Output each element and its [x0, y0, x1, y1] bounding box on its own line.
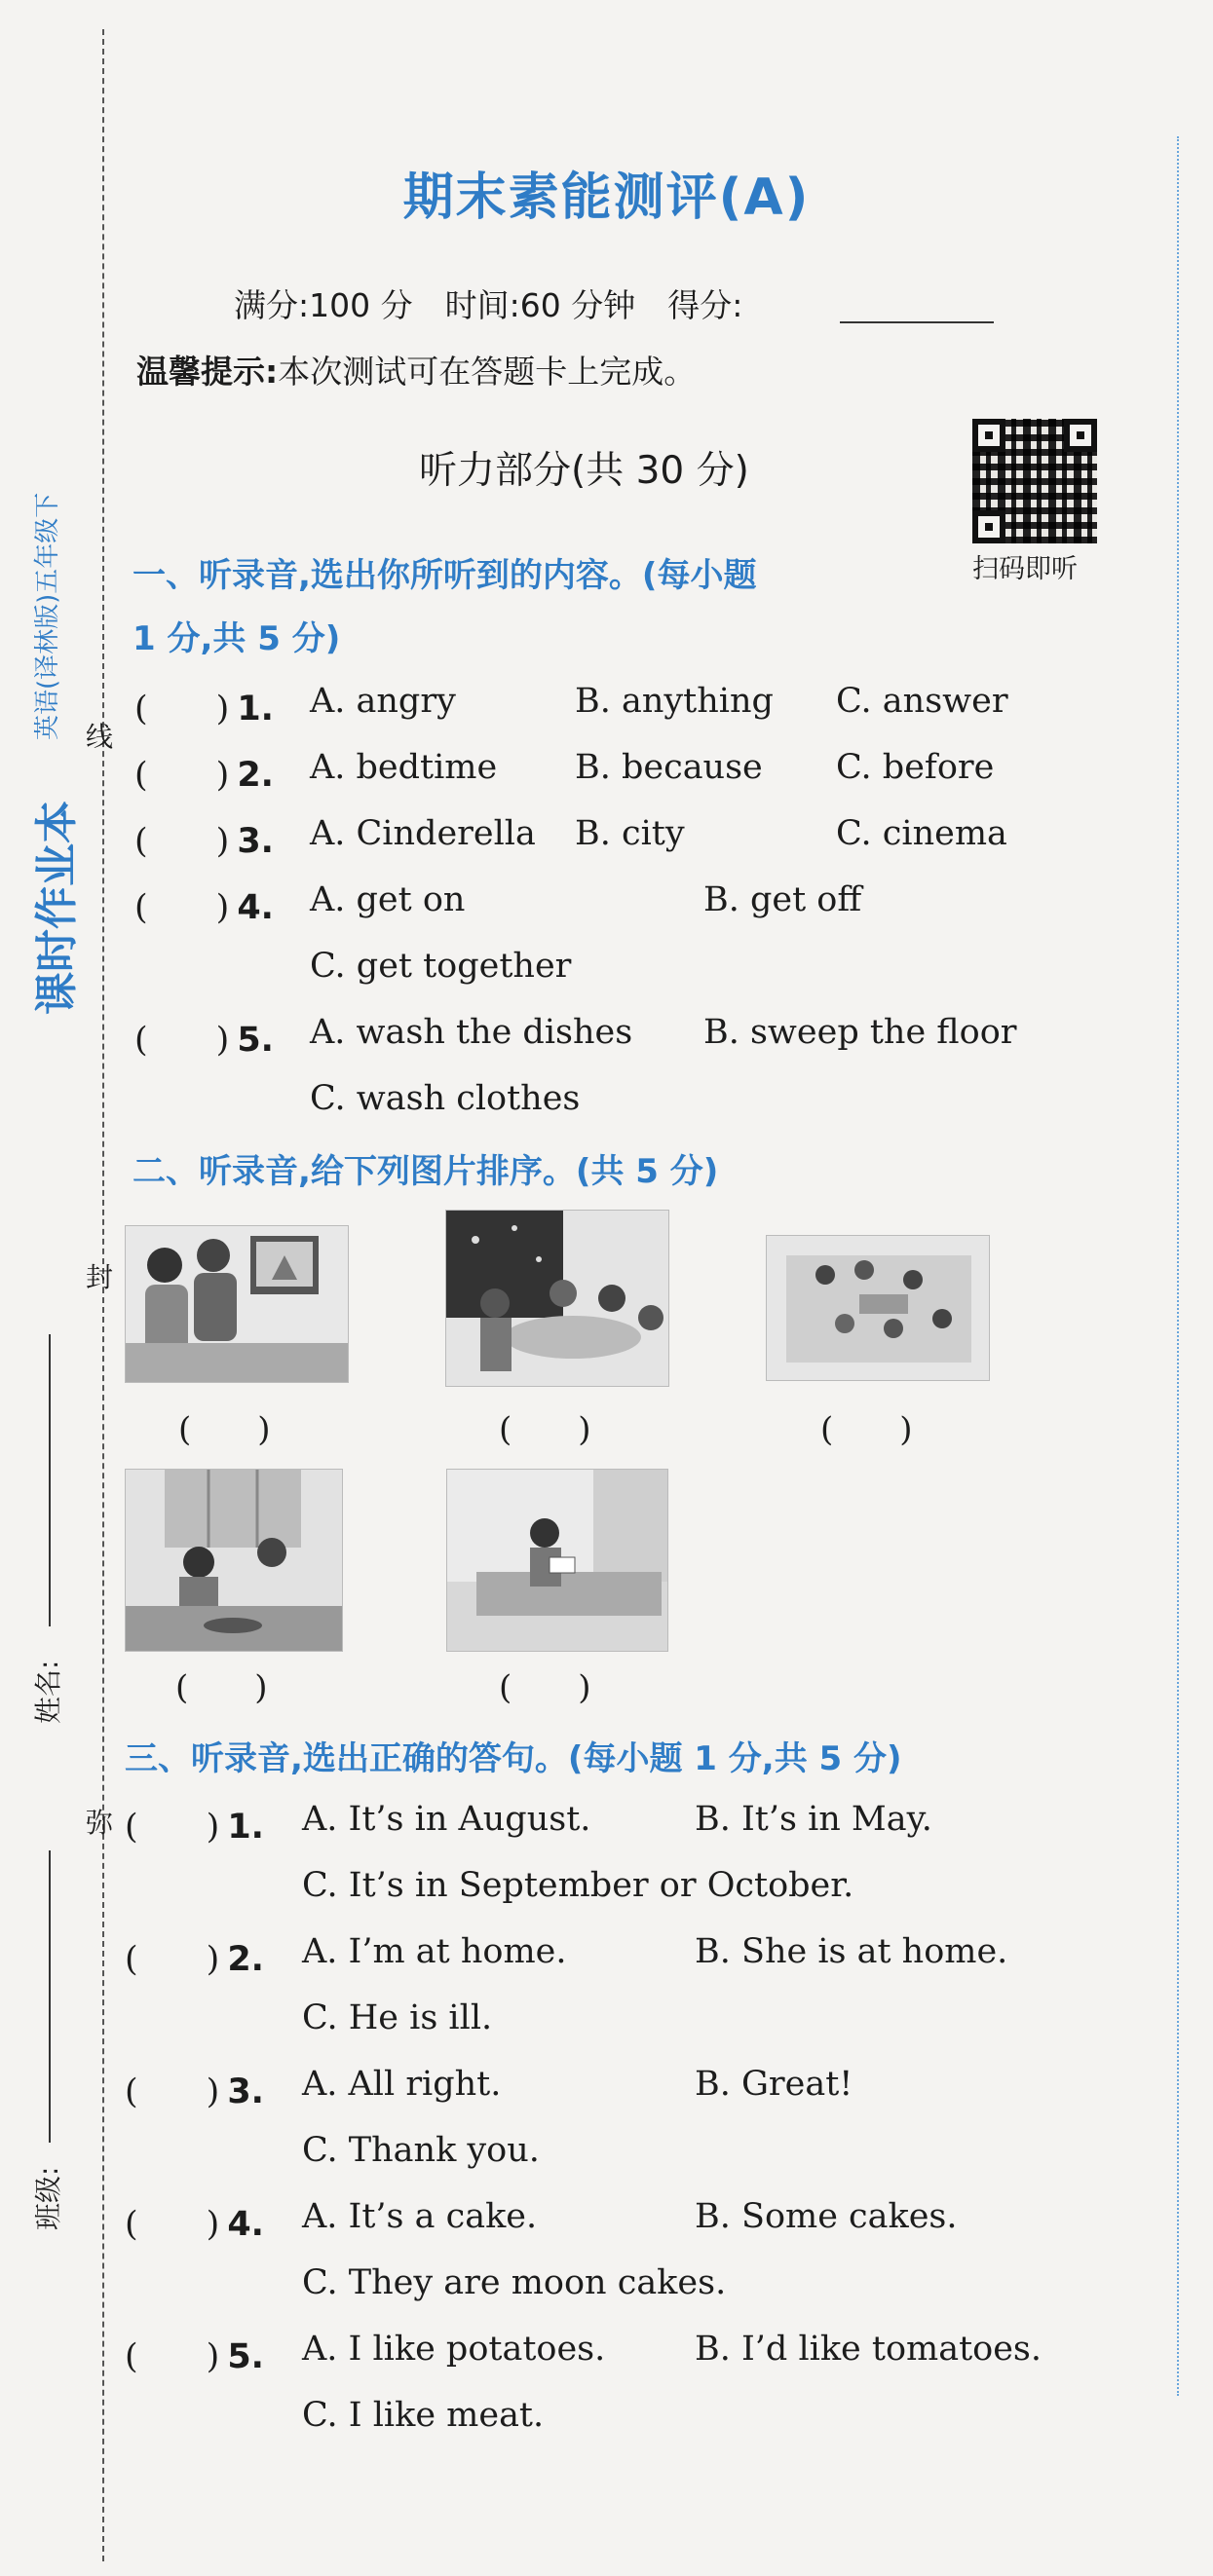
picture4-answer[interactable]: ( ) [175, 1668, 268, 1707]
tip-text: 本次测试可在答题卡上完成。 [278, 353, 697, 391]
option-c: C. I like meat. [302, 2396, 545, 2435]
q-number: 1. [227, 1808, 264, 1847]
right-dotted-line [1177, 136, 1179, 2396]
option-c: C. cinema [836, 814, 1007, 853]
q-number: 2. [237, 756, 274, 795]
option-a: A. get on [310, 880, 466, 919]
answer-paren[interactable]: ( ) [125, 2072, 220, 2111]
s1-q1 [134, 682, 274, 730]
option-c: C. get together [310, 947, 572, 986]
answer-paren[interactable]: ( ) [134, 1021, 230, 1060]
option-a: A. It’s a cake. [302, 2197, 538, 2236]
option-c: C. It’s in September or October. [302, 1866, 854, 1905]
option-c: C. before [836, 748, 995, 787]
picture2-answer[interactable]: ( ) [499, 1410, 591, 1449]
answer-paren[interactable]: ( ) [125, 2337, 220, 2376]
option-c: C. Thank you. [302, 2131, 540, 2170]
option-b: B. because [575, 748, 763, 787]
q-number: 4. [227, 2205, 264, 2244]
s3-q3 [125, 2065, 264, 2113]
option-a: A. wash the dishes [310, 1013, 633, 1052]
option-a: A. It’s in August. [302, 1800, 591, 1839]
section1-title-line2: 1 分,共 5 分) [133, 619, 341, 658]
answer-paren[interactable]: ( ) [134, 822, 230, 861]
mi-label: 弥 [86, 1807, 114, 1839]
q-number: 3. [237, 822, 274, 861]
option-b: B. It’s in May. [695, 1800, 932, 1839]
answer-paren[interactable]: ( ) [134, 888, 230, 927]
listening-title: 听力部分(共 30 分) [419, 449, 749, 493]
q-number: 5. [237, 1021, 274, 1060]
q-number: 3. [227, 2072, 264, 2111]
option-a: A. Cinderella [310, 814, 536, 853]
picture-family-dinner [445, 1210, 669, 1387]
q-number: 1. [237, 690, 274, 728]
answer-paren[interactable]: ( ) [134, 690, 230, 728]
tip-label: 温馨提示: [136, 353, 279, 391]
option-a: A. bedtime [310, 748, 498, 787]
score-blank[interactable] [840, 321, 994, 323]
option-b: B. get off [703, 880, 862, 919]
picture-computer-game [125, 1225, 349, 1383]
q-number: 4. [237, 888, 274, 927]
option-a: A. I like potatoes. [302, 2330, 606, 2369]
section3-title: 三、听录音,选出正确的答句。(每小题 1 分,共 5 分) [125, 1739, 902, 1778]
section2-title: 二、听录音,给下列图片排序。(共 5 分) [133, 1152, 719, 1191]
section1-title-line1: 一、听录音,选出你所听到的内容。(每小题 [133, 556, 757, 595]
option-b: B. sweep the floor [703, 1013, 1017, 1052]
option-b: B. I’d like tomatoes. [695, 2330, 1042, 2369]
page-title: 期末素能测评(A) [402, 168, 811, 227]
picture3-answer[interactable]: ( ) [820, 1410, 913, 1449]
s3-q5 [125, 2330, 264, 2378]
s3-q4 [125, 2197, 264, 2246]
option-b: B. anything [575, 682, 774, 721]
name-label: 姓名: [32, 1660, 64, 1724]
option-b: B. city [575, 814, 685, 853]
class-blank[interactable] [49, 1850, 51, 2143]
picture-party-room [766, 1235, 990, 1381]
picture-girl-reading-bed [446, 1469, 668, 1652]
option-a: A. angry [310, 682, 456, 721]
option-c: C. wash clothes [310, 1079, 581, 1118]
line-label: 线 [86, 721, 114, 753]
s3-q2 [125, 1932, 264, 1981]
brand-logo: 课时作业本 [32, 801, 82, 1015]
option-b: B. Great! [695, 2065, 853, 2104]
seal-label: 封 [86, 1261, 114, 1293]
s1-q4 [134, 880, 274, 929]
s1-q5 [134, 1013, 274, 1062]
qr-caption: 扫码即听 [972, 554, 1078, 584]
s1-q3 [134, 814, 274, 863]
series-label: 英语(译林版)五年级下 [33, 492, 62, 740]
answer-paren[interactable]: ( ) [125, 2205, 220, 2244]
class-label: 班级: [32, 2166, 64, 2230]
picture1-answer[interactable]: ( ) [178, 1410, 271, 1449]
q-number: 2. [227, 1940, 264, 1979]
name-blank[interactable] [49, 1334, 51, 1626]
picture5-answer[interactable]: ( ) [499, 1668, 591, 1707]
s3-q1 [125, 1800, 264, 1848]
option-b: B. She is at home. [695, 1932, 1008, 1971]
option-c: C. They are moon cakes. [302, 2263, 727, 2302]
answer-paren[interactable]: ( ) [125, 1808, 220, 1847]
option-b: B. Some cakes. [695, 2197, 958, 2236]
option-c: C. answer [836, 682, 1008, 721]
score-info: 满分:100 分 时间:60 分钟 得分: [234, 286, 743, 324]
answer-paren[interactable]: ( ) [125, 1940, 220, 1979]
option-a: A. All right. [302, 2065, 502, 2104]
picture-kitchen-cooking [125, 1469, 343, 1652]
answer-paren[interactable]: ( ) [134, 756, 230, 795]
binding-dashed-line [102, 29, 104, 2561]
option-a: A. I’m at home. [302, 1932, 567, 1971]
qr-code-icon[interactable] [972, 419, 1097, 543]
option-c: C. He is ill. [302, 1998, 493, 2037]
q-number: 5. [227, 2337, 264, 2376]
s1-q2 [134, 748, 274, 797]
